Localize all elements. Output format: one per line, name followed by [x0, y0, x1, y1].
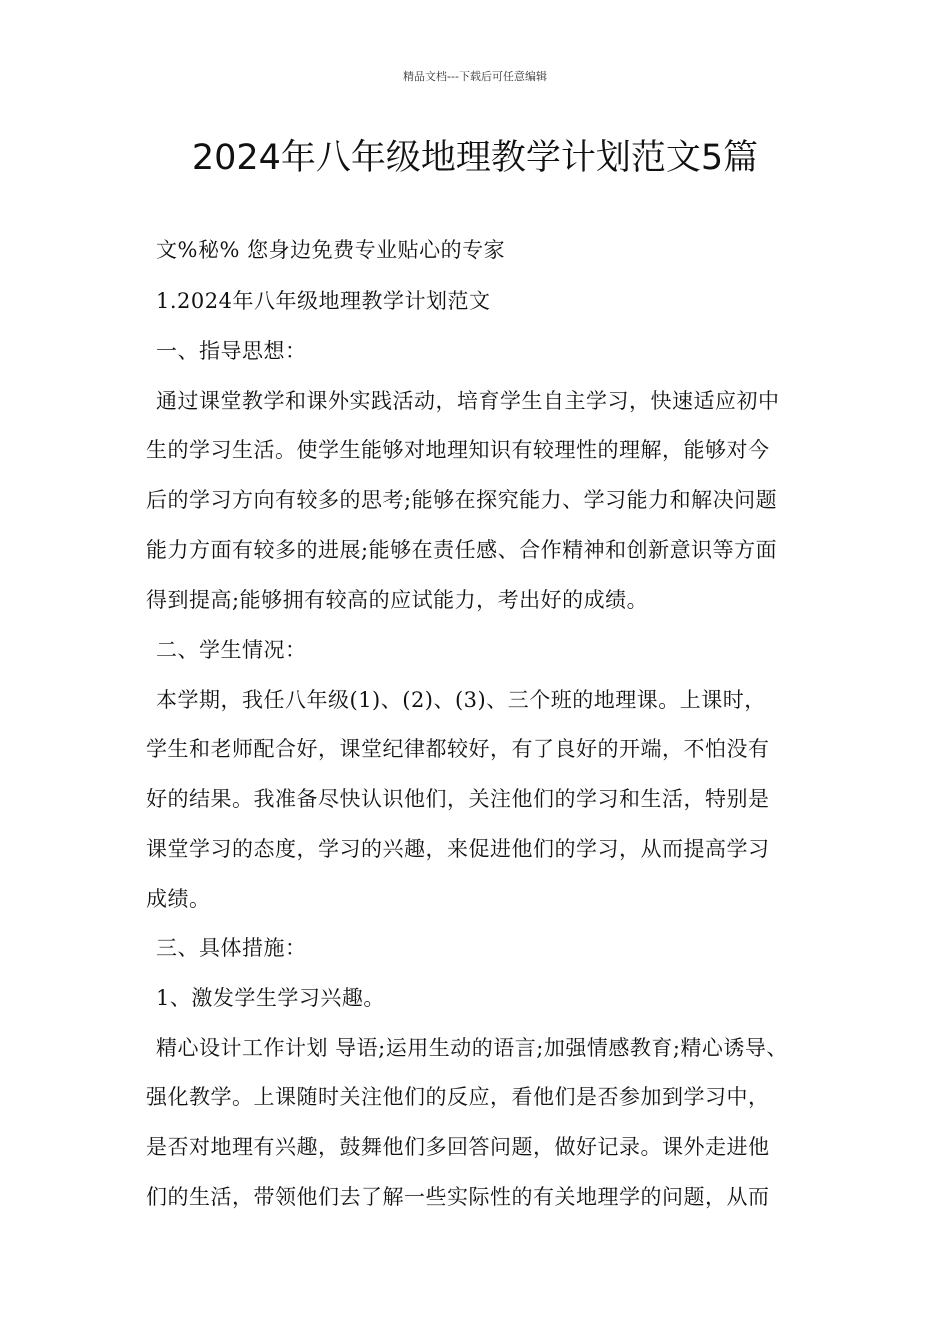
paragraph-line: 后的学习方向有较多的思考;能够在探究能力、学习能力和解决问题 [146, 488, 778, 512]
paragraph-line: 好的结果。我准备尽快认识他们，关注他们的学习和生活，特别是 [146, 787, 770, 811]
section-heading-1: 1.2024年八年级地理教学计划范文 [156, 289, 491, 313]
paragraph-line: 课堂学习的态度，学习的兴趣，来促进他们的学习，从而提高学习 [146, 837, 770, 861]
paragraph-line: 们的生活，带领他们去了解一些实际性的有关地理学的问题，从而 [146, 1185, 770, 1209]
subsection-heading-measures: 三、具体措施： [156, 936, 307, 960]
paragraph-line: 生的学习生活。使学生能够对地理知识有较理性的理解，能够对今 [146, 438, 770, 462]
subsection-heading-guiding: 一、指导思想： [156, 339, 307, 363]
paragraph-line: 精心设计工作计划 导语;运用生动的语言;加强情感教育;精心诱导、 [156, 1036, 788, 1060]
paragraph-line: 本学期，我任八年级(1)、(2)、(3)、三个班的地理课。上课时， [156, 688, 766, 712]
intro-line: 文%秘% 您身边免费专业贴心的专家 [156, 238, 506, 262]
paragraph-line: 成绩。 [146, 887, 211, 911]
paragraph-line: 通过课堂教学和课外实践活动，培育学生自主学习，快速适应初中 [156, 389, 780, 413]
paragraph-line: 学生和老师配合好，课堂纪律都较好，有了良好的开端，不怕没有 [146, 737, 770, 761]
page-header-note: 精品文档---下载后可任意编辑 [403, 70, 547, 83]
paragraph-line: 得到提高;能够拥有较高的应试能力，考出好的成绩。 [146, 588, 649, 612]
subsection-heading-students: 二、学生情况： [156, 638, 307, 662]
paragraph-line: 是否对地理有兴趣，鼓舞他们多回答问题，做好记录。课外走进他 [146, 1135, 770, 1159]
list-item-heading: 1、激发学生学习兴趣。 [156, 986, 385, 1010]
paragraph-line: 能力方面有较多的进展;能够在责任感、合作精神和创新意识等方面 [146, 538, 778, 562]
document-title: 2024年八年级地理教学计划范文5篇 [191, 138, 759, 178]
paragraph-line: 强化教学。上课随时关注他们的反应，看他们是否参加到学习中， [146, 1085, 770, 1109]
